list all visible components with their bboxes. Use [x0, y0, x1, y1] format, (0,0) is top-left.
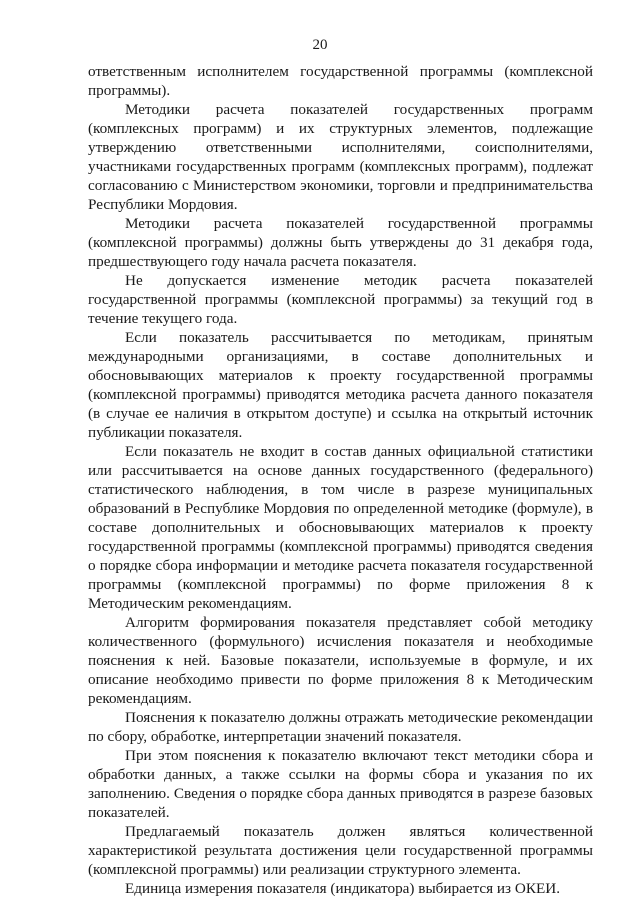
paragraph-continuation: ответственным исполнителем государственной программы (комплексной программы). [88, 63, 593, 99]
paragraph-proposed-indicator: Предлагаемый показатель должен являться количественной характеристикой результата достижения цели государственной программы (комплексной программы) или реализации структурного элемента. [88, 823, 593, 878]
paragraph-explanations: Пояснения к показателю должны отражать методические рекомендации по сбору, обработке, интерпретации значений показателя. [88, 709, 593, 745]
paragraph-approval-deadline: Методики расчета показателей государственной программы (комплексной программы) должны быть утверждены до 31 декабря года, предшествующего году начала расчета показателя. [88, 215, 593, 270]
paragraph-no-changes: Не допускается изменение методик расчета показателей государственной программы (комплексной программы) за текущий год в течение текущего года. [88, 272, 593, 327]
paragraph-algorithm: Алгоритм формирования показателя представляет собой методику количественного (формульного) исчисления показателя и необходимые пояснения к ней. Базовые показатели, используемые в формуле, и их описание необходимо привести по форме приложения 8 к Методическим рекомендациям. [88, 614, 593, 707]
body-text [88, 62, 593, 898]
paragraph-official-statistics: Если показатель не входит в состав данных официальной статистики или рассчитывается на основе данных государственного (федерального) статистического наблюдения, в том числе в разрезе муниципальных образований в Республике Мордовия по определенной методике (формуле), в составе дополнительных и обосновывающих материалов к проекту государственной программы (комплексной программы) приводятся сведения о порядке сбора информации и методике расчета показателя государственной программы (комплексной программы) по форме приложения 8 к Методическим рекомендациям. [88, 443, 593, 612]
paragraph-unit-of-measure: Единица измерения показателя (индикатора) выбирается из ОКЕИ. [125, 880, 560, 897]
page-number: 20 [312, 37, 328, 53]
paragraph-international-methods: Если показатель рассчитывается по методикам, принятым международными организациями, в составе дополнительных и обосновывающих материалов к проекту государственной программы (комплексной программы) приводятся методика расчета данного показателя (в случае ее наличия в открытом доступе) и ссылка на открытый источник публикации показателя. [88, 329, 593, 441]
paragraph-explanations-content: При этом пояснения к показателю включают текст методики сбора и обработки данных, а также ссылки на формы сбора и указания по их заполнению. Сведения о порядке сбора данных приводятся в разрезе базовых показателей. [88, 747, 593, 821]
paragraph-methodology-approval: Методики расчета показателей государственных программ (комплексных программ) и их структурных элементов, подлежащие утверждению ответственными исполнителями, соисполнителями, участниками государственных программ (комплексных программ), подлежат согласованию с Министерством экономики, торговли и предпринимательства Республики Мордовия. [88, 101, 593, 213]
